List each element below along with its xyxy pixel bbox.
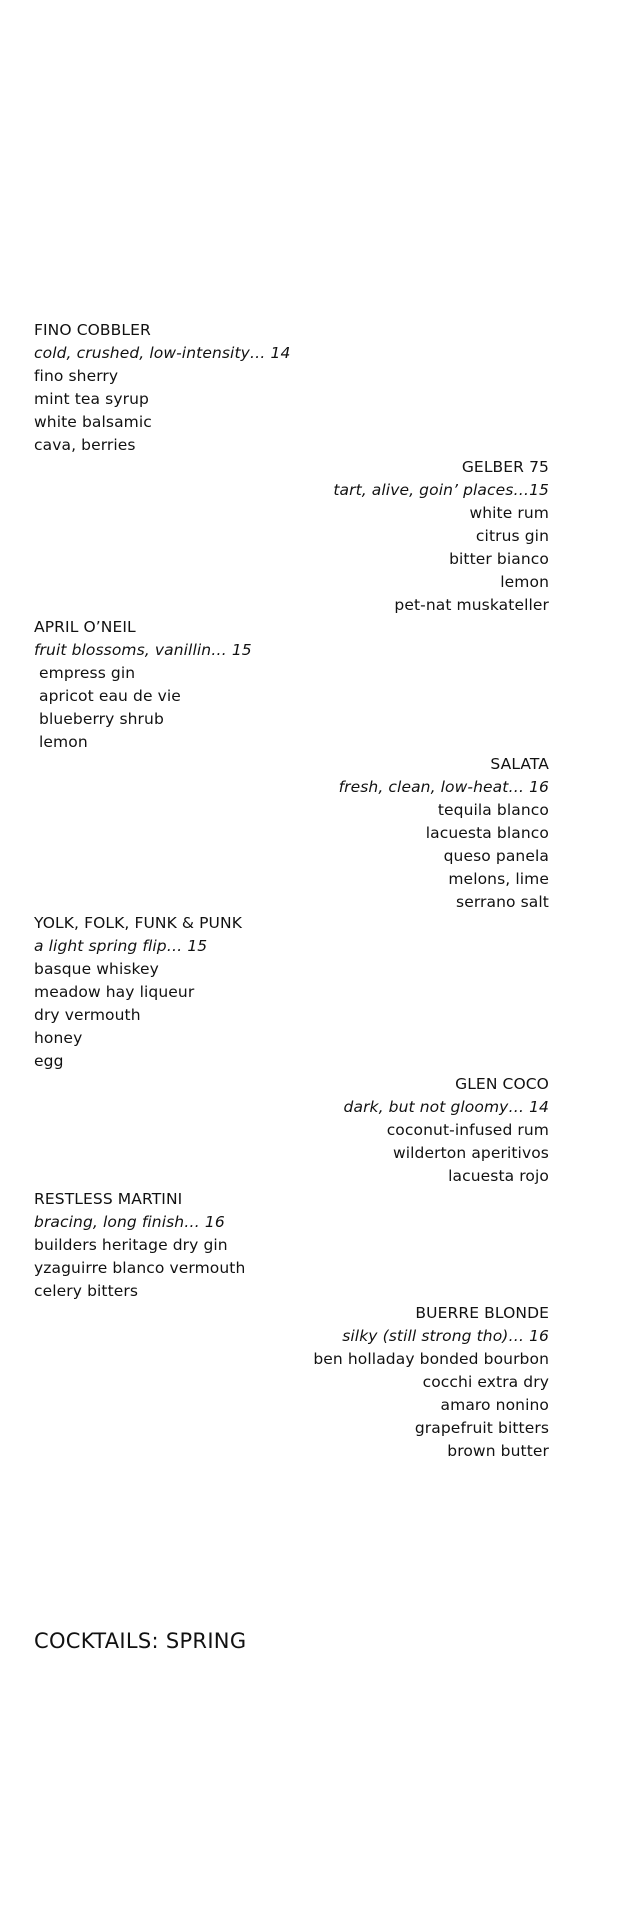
drink-tagline: silky (still strong tho)… 16 [342,1327,549,1345]
ingredient: basque whiskey [34,960,159,978]
ingredient: lacuesta rojo [448,1167,549,1185]
ingredient: ben holladay bonded bourbon [313,1350,549,1368]
drink-tagline: fruit blossoms, vanillin… 15 [34,641,252,659]
drink-glen-coco [344,1073,549,1188]
ingredient: dry vermouth [34,1006,141,1024]
ingredient: tequila blanco [437,801,549,819]
ingredient: cava, berries [34,436,136,454]
drink-salata [339,753,549,914]
ingredient: melons, lime [448,870,549,888]
ingredient: grapefruit bitters [414,1419,549,1437]
drink-april-oneil [34,616,252,754]
ingredient: serrano salt [456,893,549,911]
drink-tagline: tart, alive, goin’ places…15 [333,481,549,499]
drink-name: YOLK, FOLK, FUNK & PUNK [34,914,242,932]
drink-gelber-75 [333,456,549,617]
drink-yolk-folk-funk-punk [34,912,242,1073]
ingredient: cocchi extra dry [422,1373,549,1391]
ingredient: white balsamic [34,413,152,431]
ingredient: lemon [39,733,88,751]
ingredient: coconut-infused rum [386,1121,549,1139]
ingredient: yzaguirre blanco vermouth [34,1259,246,1277]
drink-name: GLEN COCO [455,1075,549,1093]
ingredient: white rum [469,504,549,522]
drink-name: GELBER 75 [461,458,549,476]
ingredient: pet-nat muskateller [394,596,549,614]
ingredient: apricot eau de vie [39,687,181,705]
ingredient: lemon [500,573,549,591]
drink-fino-cobbler [34,319,290,457]
ingredient: empress gin [39,664,136,682]
ingredient: bitter bianco [449,550,549,568]
ingredient: mint tea syrup [34,390,149,408]
ingredient: builders heritage dry gin [34,1236,228,1254]
ingredient: brown butter [447,1442,549,1460]
ingredient: egg [34,1052,64,1070]
ingredient: queso panela [443,847,549,865]
drink-tagline: bracing, long finish… 16 [34,1213,225,1231]
drink-name: APRIL O’NEIL [34,618,136,636]
drink-tagline: a light spring flip… 15 [34,937,208,955]
drink-name: FINO COBBLER [34,321,151,339]
ingredient: lacuesta blanco [425,824,549,842]
drink-restless-martini [34,1188,245,1303]
drink-tagline: dark, but not gloomy… 14 [343,1098,549,1116]
ingredient: fino sherry [34,367,119,385]
drink-tagline: cold, crushed, low-intensity… 14 [34,344,291,362]
menu-title: COCKTAILS: SPRING [34,1629,247,1653]
ingredient: amaro nonino [440,1396,549,1414]
ingredient: blueberry shrub [39,710,164,728]
drink-tagline: fresh, clean, low-heat… 16 [338,778,549,796]
ingredient: citrus gin [475,527,549,545]
ingredient: meadow hay liqueur [34,983,195,1001]
ingredient: honey [34,1029,83,1047]
ingredient: celery bitters [34,1282,139,1300]
drink-name: RESTLESS MARTINI [34,1190,183,1208]
drink-name: BUERRE BLONDE [415,1304,549,1322]
drink-name: SALATA [490,755,549,773]
drink-buerre-blonde [313,1302,549,1463]
ingredient: wilderton aperitivos [392,1144,549,1162]
